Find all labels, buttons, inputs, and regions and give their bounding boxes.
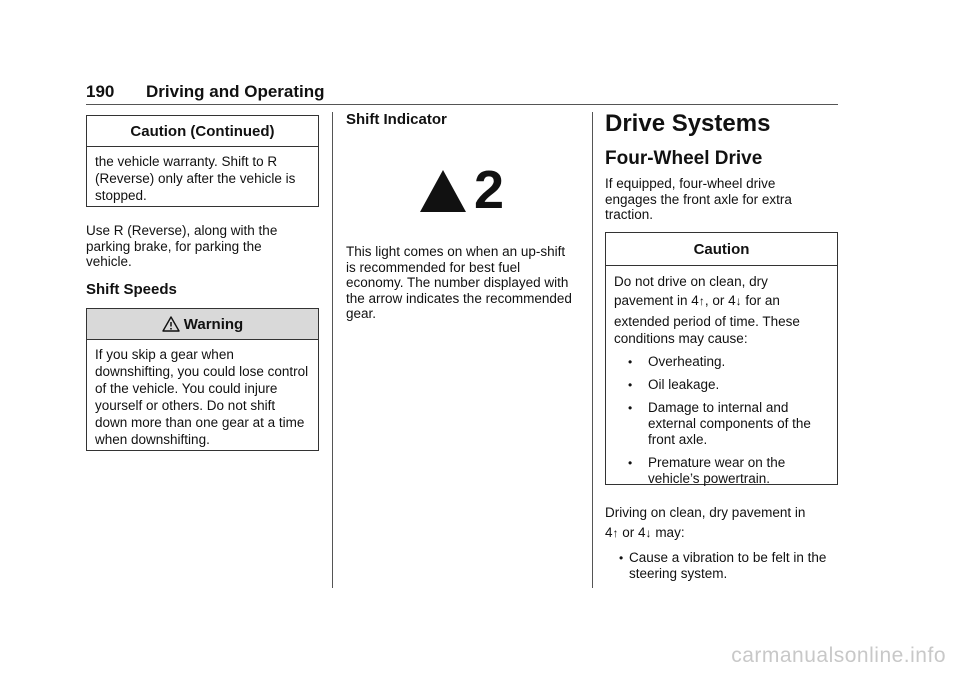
- warning-body: If you skip a gear when downshifting, you could lose control of the vehicle. You could injure yourself or others. Do not shift down more than one gear at a time when downshifting.: [95, 347, 309, 447]
- caution-title: Caution: [606, 233, 837, 266]
- caution-box: [605, 232, 838, 485]
- caution-body: [606, 266, 837, 493]
- watermark: carmanualsonline.info: [731, 644, 946, 667]
- arrow-down-icon: ↓: [645, 526, 652, 540]
- list-item: • Premature wear on the vehicle’s powertrain.: [614, 455, 829, 487]
- up-arrow-triangle-icon: [418, 168, 468, 214]
- arrow-up-icon: ↑: [612, 526, 619, 540]
- warning-title: Warning: [183, 315, 244, 333]
- shift-indicator-paragraph: This light comes on when an up-shift is recommended for best fuel economy. The number displayed with the arrow indicates the recommended gear.: [346, 244, 572, 321]
- list-item: • Oil leakage.: [614, 377, 829, 393]
- driving-line-1: Driving on clean, dry pavement in: [605, 505, 806, 520]
- warning-box: [86, 308, 319, 451]
- list-item: • Damage to internal and external components of the front axle.: [614, 400, 829, 448]
- four-wheel-drive-paragraph: If equipped, four-wheel drive engages the front axle for extra traction.: [605, 176, 792, 222]
- caution-intro-line-2: pavement in 4↑, or 4↓ for an: [614, 293, 780, 308]
- column-divider-2: [592, 112, 593, 588]
- four-wheel-drive-heading: Four-Wheel Drive: [605, 148, 763, 169]
- warning-header: [87, 309, 318, 340]
- section-title: Driving and Operating: [146, 82, 325, 101]
- caution-continued-body: the vehicle warranty. Shift to R (Reverse) only after the vehicle is stopped.: [95, 154, 296, 203]
- list-item: • Overheating.: [614, 354, 829, 370]
- driving-paragraph: [605, 503, 835, 582]
- caution-bullet-list: [614, 354, 829, 487]
- indicator-gear-digit: 2: [474, 160, 505, 220]
- shift-speeds-heading: Shift Speeds: [86, 281, 177, 298]
- driving-line-2: 4↑ or 4↓ may:: [605, 525, 685, 540]
- reverse-paragraph: Use R (Reverse), along with the parking brake, for parking the vehicle.: [86, 223, 278, 269]
- shift-indicator-graphic: [418, 160, 508, 220]
- caution-continued-box: [86, 115, 319, 207]
- caution-intro-line-3: extended period of time. These conditions may cause:: [614, 314, 800, 346]
- page-header: [86, 82, 838, 105]
- arrow-down-icon: ↓: [735, 294, 742, 308]
- driving-bullet-list: [605, 550, 835, 582]
- list-item: • Cause a vibration to be felt in the steering system.: [605, 550, 835, 582]
- caution-continued-title: Caution (Continued): [87, 116, 318, 147]
- warning-triangle-icon: [162, 316, 180, 332]
- shift-indicator-heading: Shift Indicator: [346, 111, 447, 128]
- page-number: 190: [86, 82, 115, 101]
- arrow-up-icon: ↑: [698, 294, 705, 308]
- caution-intro-line-1: Do not drive on clean, dry: [614, 274, 768, 289]
- drive-systems-heading: Drive Systems: [605, 110, 771, 137]
- column-divider-1: [332, 112, 333, 588]
